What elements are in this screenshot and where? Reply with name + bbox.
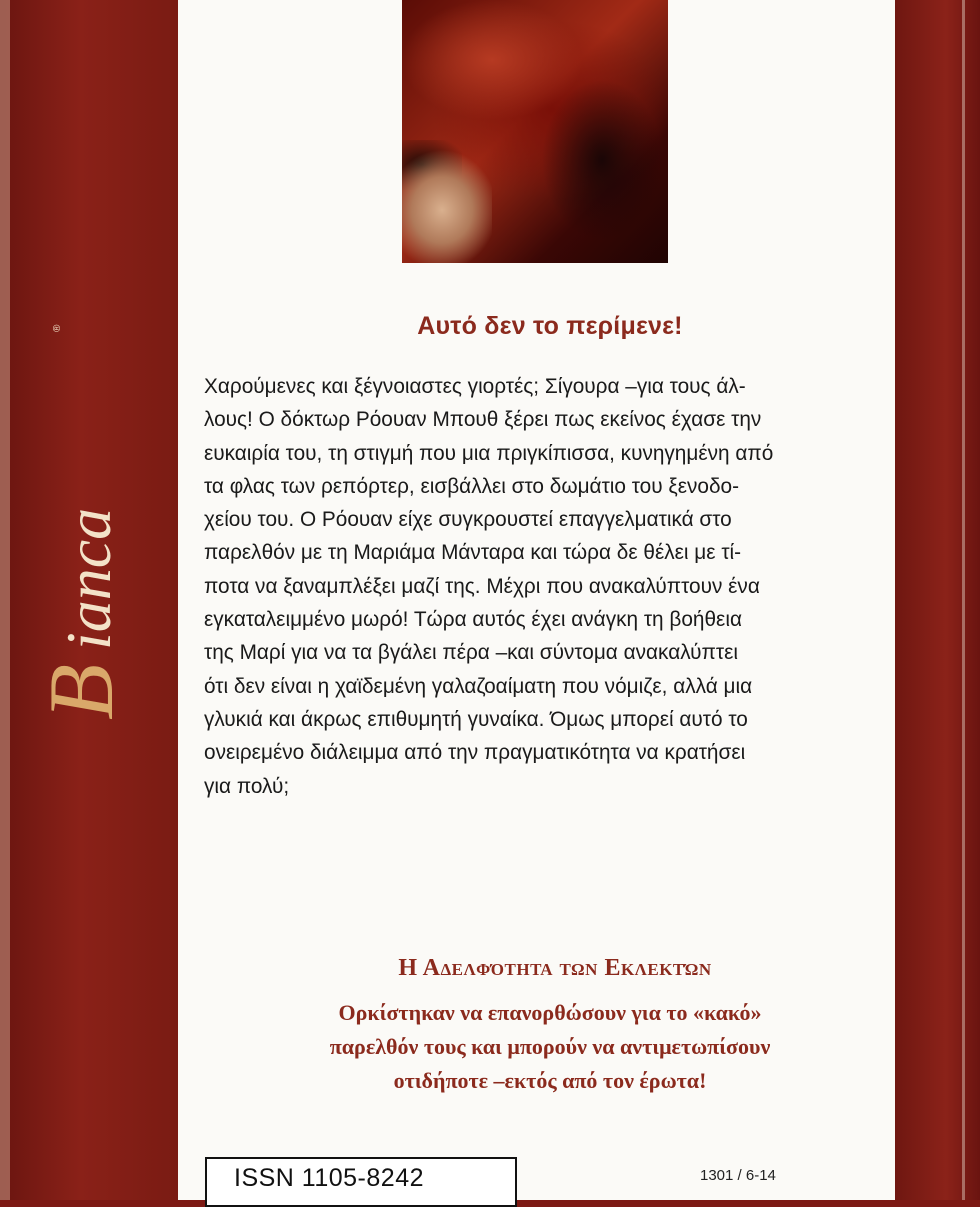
cover-photo xyxy=(402,0,668,263)
blurb-line: παρελθόν με τη Μαριάμα Μάνταρα και τώρα δε θέλει με τί- xyxy=(204,541,742,565)
tagline-line: οτιδήποτε –εκτός από τον έρωτα! xyxy=(393,1068,707,1093)
blurb-line: Χαρούμενες και ξέγνοιαστες γιορτές; Σίγουρα –για τους άλ- xyxy=(204,375,746,398)
blurb-line: ποτα να ξαναμπλέξει μαζί της. Μέχρι που ανακαλύπτουν ένα xyxy=(204,574,760,598)
logo-initial: B xyxy=(30,663,132,720)
logo-wordmark: ianca xyxy=(53,507,124,650)
blurb-line: της Μαρί για να τα βγάλει πέρα –και σύντομα ανακαλύπτει xyxy=(204,641,738,665)
spine-crease xyxy=(962,0,965,1200)
bianca-logo xyxy=(30,310,150,730)
blurb-line: για πολύ; xyxy=(204,774,290,798)
series-title: Η Αδελφότητα των Εκλεκτών xyxy=(398,955,712,981)
blurb-line: χείου του. Ο Ρόουαν είχε συγκρουστεί επαγγελματικά στο xyxy=(204,508,732,532)
blurb-line: εγκαταλειμμένο μωρό! Τώρα αυτός έχει ανάγκη τη βοήθεια xyxy=(204,608,742,632)
right-spine-band xyxy=(895,0,980,1200)
blurb-line: ευκαιρία του, τη στιγμή που μια πριγκίπισσα, κυνηγημένη από xyxy=(204,441,774,465)
cover-photo-face xyxy=(402,150,492,263)
blurb-line: ονειρεμένο διάλειμμα από την πραγματικότητα να κρατήσει xyxy=(204,741,746,765)
blurb-line: γλυκιά και άκρως επιθυμητή γυναίκα. Όμως μπορεί αυτό το xyxy=(204,707,748,731)
blurb-line: τα φλας των ρεπόρτερ, εισβάλλει στο δωμάτιο του ξενοδο- xyxy=(204,474,740,498)
tagline-line: Ορκίστηκαν να επανορθώσουν για το «κακό» xyxy=(338,1000,762,1025)
left-worn-edge xyxy=(0,0,10,1200)
tagline-line: παρελθόν τους και μπορούν να αντιμετωπίσουν xyxy=(329,1034,771,1059)
issn-number: ISSN 1105-8242 xyxy=(234,1164,424,1192)
blurb-text xyxy=(204,370,872,803)
registered-mark: ® xyxy=(52,324,63,332)
blurb-line: ότι δεν είναι η χαϊδεμένη γαλαζοαίματη που νόμιζε, αλλά μια xyxy=(204,674,753,698)
series-tagline xyxy=(240,996,860,1098)
catalog-code: 1301 / 6-14 xyxy=(700,1167,776,1184)
headline: Αυτό δεν το περίμενε! xyxy=(417,312,683,340)
blurb-line: λους! Ο δόκτωρ Ρόουαν Μπουθ ξέρει πως εκείνος έχασε την xyxy=(204,408,762,432)
